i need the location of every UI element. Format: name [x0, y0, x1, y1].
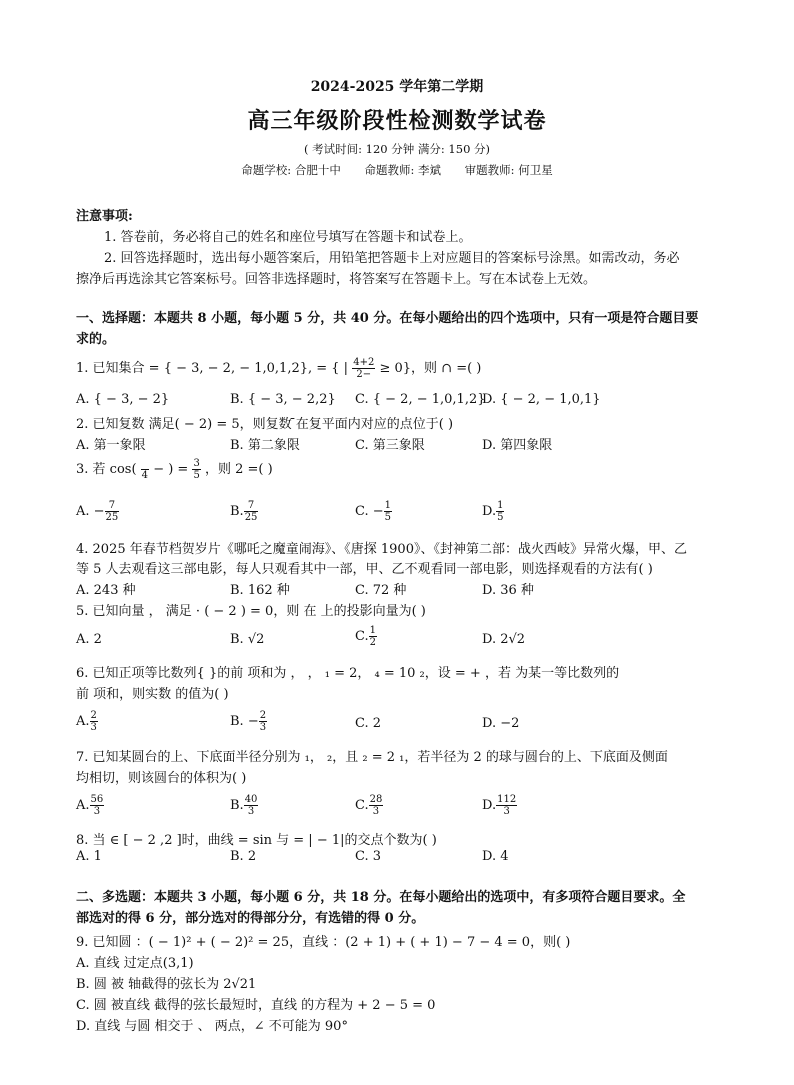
q7-option-c: C. $\frac{28}{3}$ — [355, 794, 383, 817]
q3-option-d: D. $\frac{1}{5}$ — [482, 500, 504, 523]
author-line — [0, 162, 794, 178]
q3-stem: 3. 若 cos( 4 − ) = $\frac{3}{5}$ ，则 2 =( ) — [76, 458, 273, 481]
q3-option-c: C. − $\frac{1}{5}$ — [355, 500, 392, 523]
q9-option-a: A. 直线 过定点(3,1) — [76, 956, 194, 971]
q1-option-c: C. { − 2, − 1,0,1,2} — [355, 392, 486, 407]
q1-option-d: D. { − 2, − 1,0,1} — [482, 392, 601, 407]
q8-option-c: C. 3 — [355, 849, 382, 864]
notice-heading: 注意事项: — [76, 209, 133, 224]
q3-option-a: A. − $\frac{7}{25}$ — [76, 500, 119, 523]
q2-option-b: B. 第二象限 — [230, 438, 300, 453]
q8-option-a: A. 1 — [76, 849, 102, 864]
q7-option-a: A. $\frac{56}{3}$ — [76, 794, 104, 817]
q9-stem: 9. 已知圆 ：( − 1)² + ( − 2)² = 25，直线 ：(2 + 1) + ( + 1) − 7 − 4 = 0，则( ) — [76, 935, 571, 950]
q5-option-d: D. 2√2 — [482, 632, 526, 647]
q3-fraction-1: 4 — [141, 458, 149, 481]
exam-title: 高三年级阶段性检测数学试卷 — [247, 108, 547, 134]
q5-option-a: A. 2 — [76, 632, 102, 647]
q9-option-c: C. 圆 被直线 截得的弦长最短时，直线 的方程为 + 2 − 5 = 0 — [76, 998, 436, 1013]
section2-heading-b: 部选对的得 6 分，部分选对的得部分分，有选错的得 0 分。 — [76, 911, 425, 926]
q6-option-d: D. −2 — [482, 716, 520, 731]
q4-option-c: C. 72 种 — [355, 583, 407, 598]
q6-option-c: C. 2 — [355, 716, 382, 731]
section1-heading-b: 求的。 — [76, 332, 116, 347]
q4-stem-a: 4. 2025 年春节档贺岁片《哪吒之魔童闹海》、《唐探 1900》、《封神第二部：战火西岐》异常火爆，甲、乙 — [76, 542, 687, 557]
q9-option-b: B. 圆 被 轴截得的弦长为 2√21 — [76, 977, 257, 992]
q1-option-b: B. { − 3, − 2,2} — [230, 392, 336, 407]
q5-option-b: B. √2 — [230, 632, 265, 647]
q4-option-b: B. 162 种 — [230, 583, 290, 598]
q4-option-a: A. 243 种 — [76, 583, 136, 598]
section2-heading-a: 二、多选题：本题共 3 小题，每小题 6 分，共 18 分。在每小题给出的选项中，有多项符合题目要求。全 — [76, 890, 686, 905]
exam-info: ( 考试时间: 120 分钟 满分: 150 分) — [303, 142, 491, 156]
q3-fraction-2: $\frac{3}{5}$ — [193, 458, 200, 481]
notice-item-2a: 2. 回答选择题时，选出每小题答案后，用铅笔把答题卡上对应题目的答案标号涂黑。如需改动，务必 — [104, 251, 680, 266]
q7-stem-b: 均相切，则该圆台的体积为( ) — [76, 771, 247, 786]
q3-option-b: B. $\frac{7}{25}$ — [230, 500, 258, 523]
reviewer: 审题教师: 何卫星 — [464, 163, 553, 177]
q8-option-d: D. 4 — [482, 849, 509, 864]
q8-option-b: B. 2 — [230, 849, 257, 864]
q7-option-b: B. $\frac{40}{3}$ — [230, 794, 258, 817]
q2-option-d: D. 第四象限 — [482, 438, 553, 453]
q6-option-a: A. $\frac{2}{3}$ — [76, 710, 97, 733]
q6-stem-a: 6. 已知正项等比数列{ }的前 项和为 ， ， ₁ = 2， ₄ = 10 ₂，设 = + ，若 为某一等比数列的 — [76, 666, 620, 681]
q6-stem-b: 前 项和，则实数 的值为( ) — [76, 687, 229, 702]
teacher: 命题教师: 李斌 — [364, 163, 442, 177]
q7-stem-a: 7. 已知某圆台的上、下底面半径分别为 ₁， ₂，且 ₂ = 2 ₁，若半径为 2 的球与圆台的上、下底面及侧面 — [76, 750, 668, 765]
q1-fraction: $\frac{4+2}{2-}$ — [353, 357, 375, 380]
notice-item-2b: 擦净后再选涂其它答案标号。回答非选择题时，将答案写在答题卡上。写在本试卷上无效。 — [76, 272, 597, 287]
q2-option-c: C. 第三象限 — [355, 438, 425, 453]
section1-heading-a: 一、选择题：本题共 8 小题，每小题 5 分，共 40 分。在每小题给出的四个选项中，只有一项是符合题目要 — [76, 311, 699, 326]
notice-item-1: 1. 答卷前，务必将自己的姓名和座位号填写在答题卡和试卷上。 — [104, 230, 472, 245]
q4-option-d: D. 36 种 — [482, 583, 534, 598]
q7-option-d: D. $\frac{112}{3}$ — [482, 794, 517, 817]
q4-stem-b: 等 5 人去观看这三部电影，每人只观看其中一部，甲、乙不观看同一部电影，则选择观看的方法有( ) — [76, 562, 653, 577]
q2-option-a: A. 第一象限 — [76, 438, 146, 453]
q2-stem: 2. 已知复数 满足( − 2) = 5，则复数 ̄在复平面内对应的点位于( ) — [76, 417, 454, 432]
q8-stem: 8. 当 ∈ [ − 2 ,2 ]时，曲线 = sin 与 = | − 1|的交点个数为( ) — [76, 833, 437, 848]
q5-option-c: C. $\frac{1}{2}$ — [355, 625, 376, 648]
school: 命题学校: 合肥十中 — [241, 163, 341, 177]
term-line: 2024-2025 学年第二学期 — [310, 79, 484, 95]
q1-option-a: A. { − 3, − 2} — [76, 392, 170, 407]
q6-option-b: B. − $\frac{2}{3}$ — [230, 710, 267, 733]
q1-stem: 1. 已知集合 = { − 3, − 2, − 1,0,1,2}, = { | $\frac{4+2}{2-}$ ≥ 0}，则 ∩ =( ) — [76, 357, 482, 380]
q9-option-d: D. 直线 与圆 相交于 、 两点，∠ 不可能为 90° — [76, 1019, 348, 1034]
q5-stem: 5. 已知向量 ， 满足 · ( − 2 ) = 0，则 在 上的投影向量为( ) — [76, 604, 426, 619]
